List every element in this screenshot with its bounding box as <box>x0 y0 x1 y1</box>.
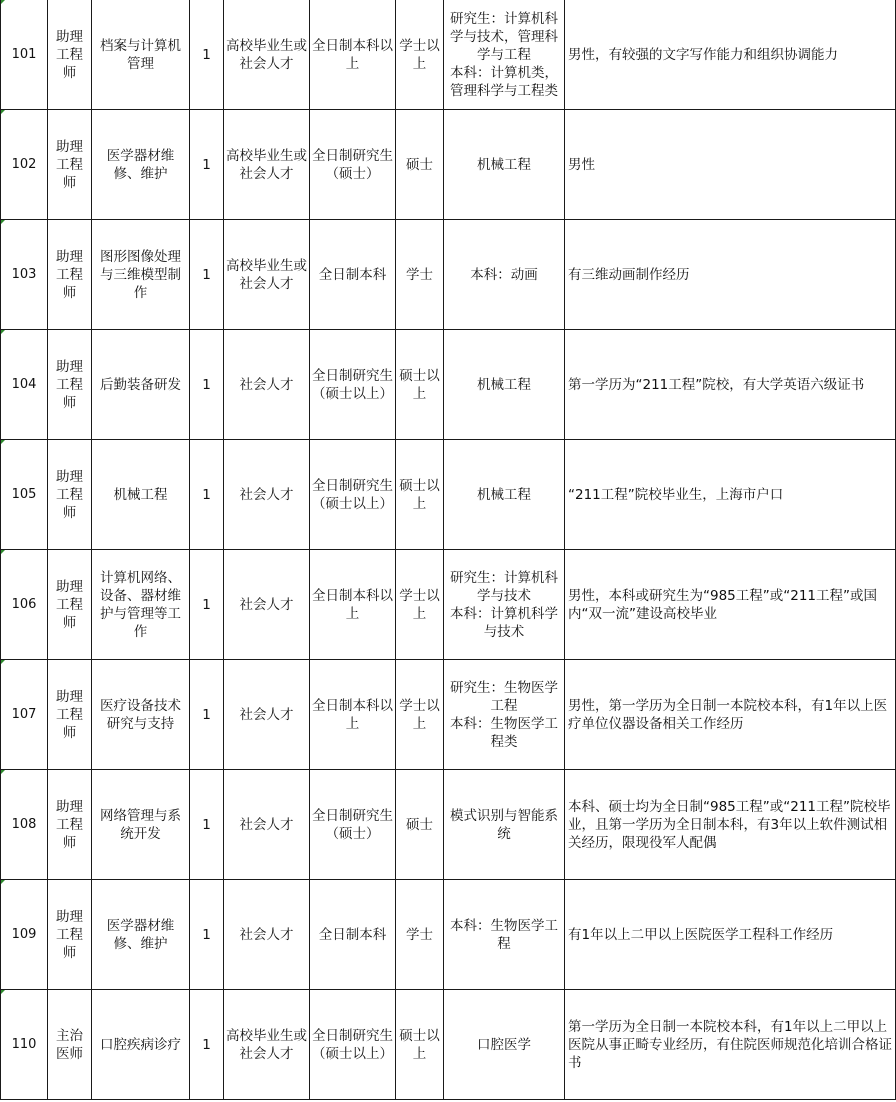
cell-job-title <box>48 0 92 110</box>
cell-requirement-text: 第一学历为全日制一本院校本科，有1年以上二甲以上医院从事正畸专业经历，有住院医师规范化培训合格证书 <box>568 1018 892 1071</box>
cell-requirement <box>565 770 896 880</box>
cell-corner-marker <box>1 440 5 444</box>
cell-degree <box>396 880 444 990</box>
table-row <box>1 0 896 110</box>
cell-applicant-source-text: 社会人才 <box>239 926 294 943</box>
table-row <box>1 880 896 990</box>
cell-degree <box>396 550 444 660</box>
cell-major <box>444 660 565 770</box>
cell-major <box>444 0 565 110</box>
cell-requirement-text: 本科、硕士均为全日制“985工程”或“211工程”院校毕业，且第一学历为全日制本科，有3年以上软件测试相关经历，限现役军人配偶 <box>568 798 891 851</box>
cell-position-text: 口腔疾病诊疗 <box>100 1036 181 1053</box>
cell-education-text: 全日制研究生（硕士以上） <box>312 367 393 402</box>
cell-count-text: 1 <box>202 1036 211 1053</box>
cell-number <box>1 110 48 220</box>
cell-count <box>190 330 224 440</box>
cell-job-title <box>48 110 92 220</box>
cell-education-text: 全日制本科以上 <box>312 587 393 622</box>
cell-number-text: 103 <box>11 266 37 282</box>
cell-major <box>444 880 565 990</box>
cell-job-title-text: 助理工程师 <box>56 468 83 521</box>
cell-applicant-source <box>224 550 310 660</box>
cell-applicant-source <box>224 880 310 990</box>
cell-corner-marker <box>1 0 5 4</box>
cell-count <box>190 0 224 110</box>
cell-position-text: 计算机网络、设备、器材维护与管理等工作 <box>100 569 181 640</box>
cell-applicant-source <box>224 770 310 880</box>
cell-position-text: 档案与计算机管理 <box>100 37 181 72</box>
cell-education <box>310 550 396 660</box>
cell-education-text: 全日制本科 <box>318 266 387 283</box>
cell-education <box>310 990 396 1100</box>
cell-major <box>444 770 565 880</box>
cell-applicant-source <box>224 330 310 440</box>
cell-requirement <box>565 0 896 110</box>
cell-job-title-text: 助理工程师 <box>56 28 83 81</box>
table-row <box>1 220 896 330</box>
cell-requirement <box>565 660 896 770</box>
cell-number-text: 110 <box>11 1036 37 1052</box>
cell-education-text: 全日制研究生（硕士） <box>312 807 393 842</box>
cell-position <box>92 0 190 110</box>
cell-number-text: 105 <box>11 486 37 502</box>
cell-education <box>310 440 396 550</box>
cell-job-title-text: 助理工程师 <box>56 138 83 191</box>
cell-count <box>190 770 224 880</box>
cell-applicant-source-text: 社会人才 <box>239 376 294 393</box>
cell-education-text: 全日制本科以上 <box>312 697 393 732</box>
cell-count-text: 1 <box>202 376 211 393</box>
cell-major-text: 机械工程 <box>477 376 531 393</box>
cell-job-title-text: 助理工程师 <box>56 248 83 301</box>
cell-education-text: 全日制本科 <box>318 926 387 943</box>
cell-major-text: 本科：动画 <box>470 266 538 283</box>
cell-job-title <box>48 330 92 440</box>
cell-count-text: 1 <box>202 706 211 723</box>
cell-number-text: 107 <box>11 706 37 722</box>
cell-major <box>444 990 565 1100</box>
cell-count <box>190 440 224 550</box>
cell-degree <box>396 660 444 770</box>
cell-count-text: 1 <box>202 46 211 63</box>
cell-position <box>92 660 190 770</box>
cell-position <box>92 330 190 440</box>
cell-applicant-source-text: 社会人才 <box>239 816 294 833</box>
cell-major-text: 机械工程 <box>477 486 531 503</box>
table-row <box>1 440 896 550</box>
cell-number <box>1 440 48 550</box>
cell-job-title-text: 助理工程师 <box>56 908 83 961</box>
cell-requirement <box>565 990 896 1100</box>
cell-major-text: 机械工程 <box>477 156 531 173</box>
cell-job-title <box>48 220 92 330</box>
cell-job-title <box>48 990 92 1100</box>
cell-number-text: 102 <box>11 156 37 172</box>
cell-count <box>190 550 224 660</box>
cell-major-text: 模式识别与智能系统 <box>450 807 558 842</box>
cell-position-text: 网络管理与系统开发 <box>100 807 181 842</box>
cell-position <box>92 770 190 880</box>
cell-degree-text: 学士以上 <box>399 37 440 72</box>
table-row <box>1 330 896 440</box>
cell-degree-text: 学士以上 <box>399 697 440 732</box>
cell-applicant-source <box>224 110 310 220</box>
cell-count <box>190 110 224 220</box>
cell-requirement <box>565 220 896 330</box>
cell-number <box>1 0 48 110</box>
cell-major-text: 研究生：生物医学工程 本科：生物医学工程类 <box>450 679 558 750</box>
cell-degree-text: 硕士以上 <box>399 1027 440 1062</box>
cell-applicant-source-text: 高校毕业生或社会人才 <box>226 257 307 292</box>
cell-count <box>190 660 224 770</box>
cell-count <box>190 220 224 330</box>
cell-position-text: 医疗设备技术研究与支持 <box>100 697 181 732</box>
cell-applicant-source-text: 社会人才 <box>239 486 294 503</box>
cell-requirement-text: 有三维动画制作经历 <box>568 266 690 283</box>
cell-number-text: 101 <box>11 46 37 62</box>
cell-education-text: 全日制研究生（硕士以上） <box>312 477 393 512</box>
cell-requirement-text: 男性，本科或研究生为“985工程”或“211工程”或国内“双一流”建设高校毕业 <box>568 587 878 622</box>
cell-corner-marker <box>1 660 5 664</box>
cell-requirement <box>565 880 896 990</box>
cell-degree <box>396 330 444 440</box>
cell-job-title <box>48 440 92 550</box>
cell-position <box>92 440 190 550</box>
cell-major <box>444 440 565 550</box>
cell-major <box>444 330 565 440</box>
cell-number <box>1 990 48 1100</box>
cell-applicant-source <box>224 660 310 770</box>
cell-position <box>92 220 190 330</box>
cell-position-text: 图形图像处理与三维模型制作 <box>100 248 181 301</box>
cell-number-text: 106 <box>11 596 37 612</box>
cell-number <box>1 660 48 770</box>
cell-job-title-text: 助理工程师 <box>56 688 83 741</box>
cell-education <box>310 0 396 110</box>
table-row <box>1 770 896 880</box>
cell-major <box>444 110 565 220</box>
cell-corner-marker <box>1 770 5 774</box>
cell-major-text: 本科：生物医学工程 <box>450 917 558 952</box>
cell-job-title-text: 助理工程师 <box>56 798 83 851</box>
cell-count-text: 1 <box>202 486 211 503</box>
cell-degree <box>396 110 444 220</box>
cell-number <box>1 330 48 440</box>
cell-count-text: 1 <box>202 266 211 283</box>
table-row <box>1 660 896 770</box>
cell-requirement-text: 男性 <box>568 156 595 173</box>
cell-position <box>92 110 190 220</box>
cell-degree-text: 硕士 <box>406 156 433 173</box>
cell-requirement <box>565 330 896 440</box>
cell-position <box>92 550 190 660</box>
cell-count <box>190 990 224 1100</box>
cell-applicant-source <box>224 0 310 110</box>
cell-major-text: 研究生：计算机科学与技术 本科：计算机科学与技术 <box>450 569 558 640</box>
cell-degree <box>396 990 444 1100</box>
cell-corner-marker <box>1 990 5 994</box>
cell-degree-text: 学士 <box>406 266 433 283</box>
cell-applicant-source <box>224 440 310 550</box>
cell-applicant-source-text: 高校毕业生或社会人才 <box>226 147 307 182</box>
cell-count <box>190 880 224 990</box>
cell-position <box>92 880 190 990</box>
cell-applicant-source-text: 高校毕业生或社会人才 <box>226 1027 307 1062</box>
cell-job-title <box>48 880 92 990</box>
cell-degree-text: 硕士以上 <box>399 367 440 402</box>
cell-degree-text: 学士以上 <box>399 587 440 622</box>
cell-major-text: 口腔医学 <box>477 1036 531 1053</box>
cell-number <box>1 550 48 660</box>
cell-major <box>444 220 565 330</box>
cell-requirement <box>565 550 896 660</box>
cell-requirement-text: 有1年以上二甲以上医院医学工程科工作经历 <box>568 926 834 943</box>
cell-number <box>1 770 48 880</box>
cell-education <box>310 880 396 990</box>
cell-requirement-text: 男性，第一学历为全日制一本院校本科，有1年以上医疗单位仪器设备相关工作经历 <box>568 697 888 732</box>
cell-requirement <box>565 110 896 220</box>
cell-corner-marker <box>1 550 5 554</box>
cell-education-text: 全日制研究生（硕士以上） <box>312 1027 393 1062</box>
cell-job-title-text: 助理工程师 <box>56 578 83 631</box>
cell-requirement-text: 第一学历为“211工程”院校，有大学英语六级证书 <box>568 376 865 393</box>
cell-degree <box>396 440 444 550</box>
cell-count-text: 1 <box>202 156 211 173</box>
cell-position-text: 医学器材维修、维护 <box>106 147 175 182</box>
cell-degree <box>396 0 444 110</box>
cell-education <box>310 220 396 330</box>
cell-requirement-text: “211工程”院校毕业生，上海市户口 <box>568 486 784 503</box>
cell-number-text: 108 <box>11 816 37 832</box>
cell-education <box>310 330 396 440</box>
cell-job-title-text: 助理工程师 <box>56 358 83 411</box>
cell-applicant-source-text: 社会人才 <box>239 706 294 723</box>
cell-count-text: 1 <box>202 816 211 833</box>
cell-position-text: 机械工程 <box>113 486 168 503</box>
cell-number-text: 104 <box>11 376 37 392</box>
cell-applicant-source <box>224 220 310 330</box>
cell-job-title <box>48 550 92 660</box>
cell-degree <box>396 220 444 330</box>
cell-education <box>310 770 396 880</box>
cell-corner-marker <box>1 220 5 224</box>
table-row <box>1 990 896 1100</box>
cell-corner-marker <box>1 110 5 114</box>
cell-major <box>444 550 565 660</box>
cell-corner-marker <box>1 880 5 884</box>
cell-number <box>1 220 48 330</box>
cell-number <box>1 880 48 990</box>
cell-position-text: 后勤装备研发 <box>100 376 181 393</box>
table-row <box>1 110 896 220</box>
table-body <box>1 0 896 1100</box>
cell-number-text: 109 <box>11 926 37 942</box>
cell-major-text: 研究生：计算机科学与技术，管理科学与工程 本科：计算机类，管理科学与工程类 <box>450 10 558 99</box>
cell-education <box>310 110 396 220</box>
cell-degree-text: 硕士以上 <box>399 477 440 512</box>
cell-count-text: 1 <box>202 926 211 943</box>
cell-education-text: 全日制研究生（硕士） <box>312 147 393 182</box>
cell-degree-text: 学士 <box>406 926 433 943</box>
cell-count-text: 1 <box>202 596 211 613</box>
cell-job-title <box>48 770 92 880</box>
cell-applicant-source-text: 高校毕业生或社会人才 <box>226 37 307 72</box>
cell-requirement <box>565 440 896 550</box>
cell-degree-text: 硕士 <box>406 816 433 833</box>
cell-degree <box>396 770 444 880</box>
cell-education <box>310 660 396 770</box>
cell-position <box>92 990 190 1100</box>
cell-corner-marker <box>1 330 5 334</box>
cell-requirement-text: 男性，有较强的文字写作能力和组织协调能力 <box>568 46 838 63</box>
cell-job-title <box>48 660 92 770</box>
cell-position-text: 医学器材维修、维护 <box>106 917 175 952</box>
cell-job-title-text: 主治医师 <box>56 1027 83 1062</box>
cell-applicant-source-text: 社会人才 <box>239 596 294 613</box>
cell-applicant-source <box>224 990 310 1100</box>
cell-education-text: 全日制本科以上 <box>312 37 393 72</box>
table-row <box>1 550 896 660</box>
